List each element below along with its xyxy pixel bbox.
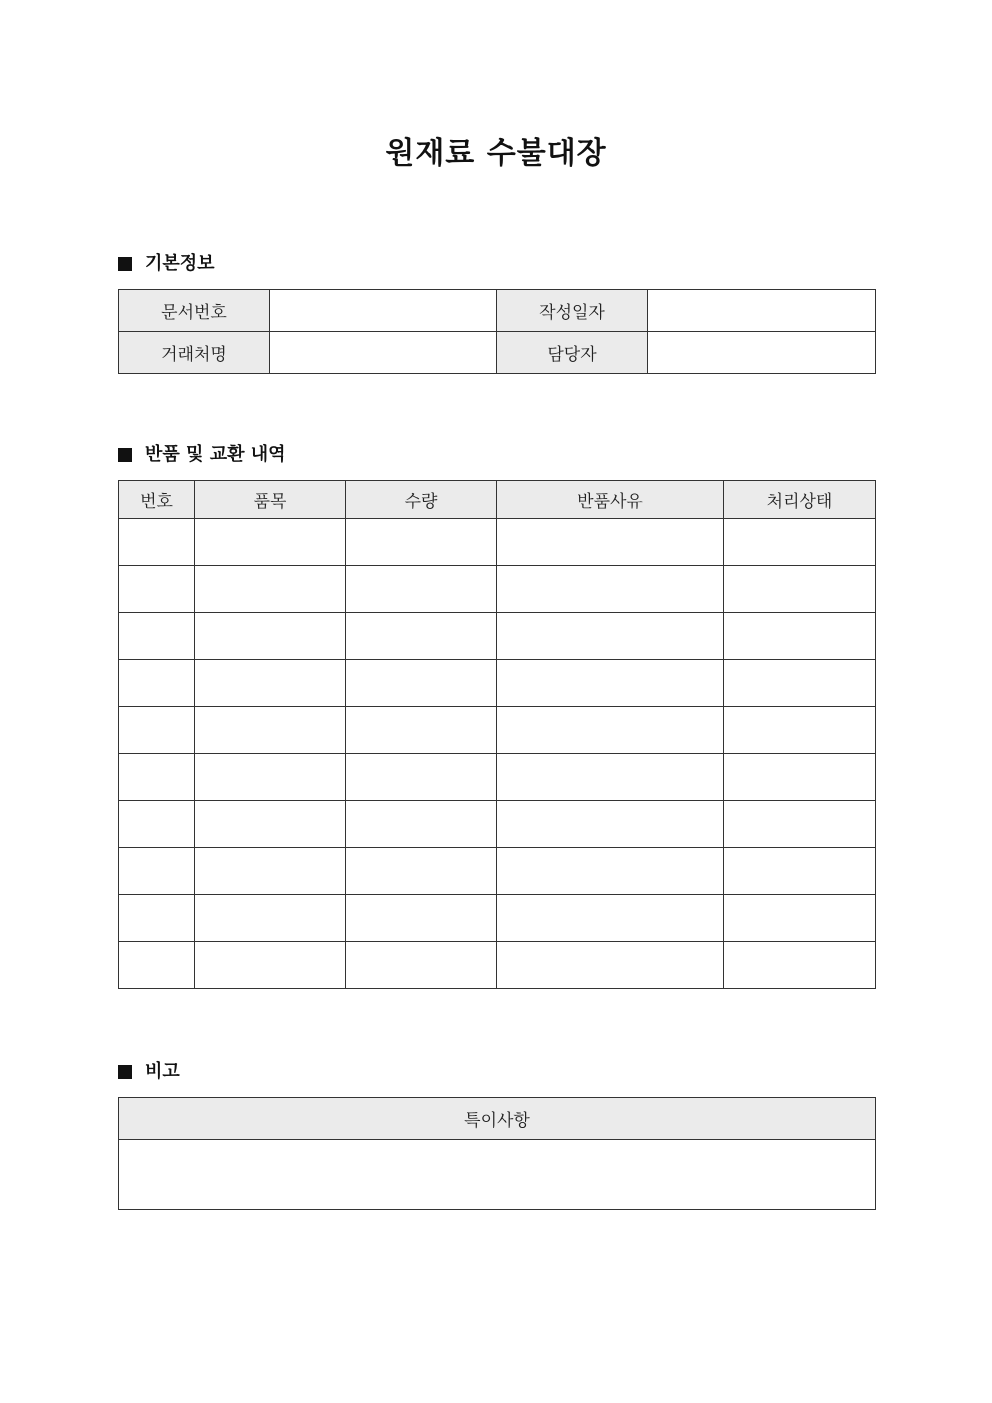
item-cell[interactable] bbox=[195, 848, 346, 895]
remarks-header-row bbox=[119, 1098, 876, 1140]
status-cell[interactable] bbox=[724, 942, 876, 989]
remarks-body-row bbox=[119, 1140, 876, 1210]
black-square-icon bbox=[118, 257, 132, 271]
status-cell[interactable] bbox=[724, 566, 876, 613]
write-date-field[interactable] bbox=[648, 290, 876, 332]
table-row bbox=[119, 895, 876, 942]
item-cell[interactable] bbox=[195, 660, 346, 707]
manager-field[interactable] bbox=[648, 332, 876, 374]
table-row bbox=[119, 519, 876, 566]
section-heading-basic-info bbox=[118, 252, 215, 276]
column-header-item: 품목 bbox=[195, 481, 346, 519]
basic-info-table bbox=[118, 289, 876, 374]
item-cell[interactable] bbox=[195, 895, 346, 942]
table-row bbox=[119, 942, 876, 989]
black-square-icon bbox=[118, 1065, 132, 1079]
return-reason-cell[interactable] bbox=[497, 519, 724, 566]
item-cell[interactable] bbox=[195, 942, 346, 989]
doc-number-label: 문서번호 bbox=[119, 290, 270, 332]
quantity-cell[interactable] bbox=[346, 895, 497, 942]
number-cell[interactable] bbox=[119, 707, 195, 754]
section-heading-remarks bbox=[118, 1060, 180, 1084]
number-cell[interactable] bbox=[119, 613, 195, 660]
item-cell[interactable] bbox=[195, 613, 346, 660]
item-cell[interactable] bbox=[195, 754, 346, 801]
table-row bbox=[119, 801, 876, 848]
table-row bbox=[119, 848, 876, 895]
return-reason-cell[interactable] bbox=[497, 754, 724, 801]
number-cell[interactable] bbox=[119, 660, 195, 707]
return-reason-cell[interactable] bbox=[497, 895, 724, 942]
write-date-label: 작성일자 bbox=[497, 290, 648, 332]
number-cell[interactable] bbox=[119, 801, 195, 848]
return-reason-cell[interactable] bbox=[497, 660, 724, 707]
special-notes-label: 특이사항 bbox=[119, 1098, 876, 1140]
doc-number-field[interactable] bbox=[270, 290, 497, 332]
basic-info-row bbox=[119, 332, 876, 374]
number-cell[interactable] bbox=[119, 848, 195, 895]
returns-header-row bbox=[119, 481, 876, 519]
status-cell[interactable] bbox=[724, 613, 876, 660]
quantity-cell[interactable] bbox=[346, 707, 497, 754]
section-heading-returns bbox=[118, 443, 286, 467]
client-name-label: 거래처명 bbox=[119, 332, 270, 374]
status-cell[interactable] bbox=[724, 707, 876, 754]
table-row bbox=[119, 613, 876, 660]
basic-info-row bbox=[119, 290, 876, 332]
status-cell[interactable] bbox=[724, 660, 876, 707]
return-reason-cell[interactable] bbox=[497, 942, 724, 989]
quantity-cell[interactable] bbox=[346, 613, 497, 660]
number-cell[interactable] bbox=[119, 942, 195, 989]
section-heading-label: 비고 bbox=[145, 1061, 180, 1082]
table-row bbox=[119, 707, 876, 754]
special-notes-field[interactable] bbox=[119, 1140, 876, 1210]
quantity-cell[interactable] bbox=[346, 942, 497, 989]
status-cell[interactable] bbox=[724, 895, 876, 942]
document-title: 원재료 수불대장 bbox=[385, 136, 607, 171]
quantity-cell[interactable] bbox=[346, 660, 497, 707]
black-square-icon bbox=[118, 448, 132, 462]
quantity-cell[interactable] bbox=[346, 754, 497, 801]
table-row bbox=[119, 754, 876, 801]
column-header-status: 처리상태 bbox=[724, 481, 876, 519]
status-cell[interactable] bbox=[724, 801, 876, 848]
table-row bbox=[119, 566, 876, 613]
table-row bbox=[119, 660, 876, 707]
returns-table-body bbox=[119, 519, 876, 989]
return-reason-cell[interactable] bbox=[497, 613, 724, 660]
return-reason-cell[interactable] bbox=[497, 707, 724, 754]
returns-table bbox=[118, 480, 876, 989]
quantity-cell[interactable] bbox=[346, 848, 497, 895]
column-header-return-reason: 반품사유 bbox=[497, 481, 724, 519]
quantity-cell[interactable] bbox=[346, 566, 497, 613]
item-cell[interactable] bbox=[195, 519, 346, 566]
status-cell[interactable] bbox=[724, 848, 876, 895]
item-cell[interactable] bbox=[195, 801, 346, 848]
quantity-cell[interactable] bbox=[346, 801, 497, 848]
manager-label: 담당자 bbox=[497, 332, 648, 374]
number-cell[interactable] bbox=[119, 754, 195, 801]
quantity-cell[interactable] bbox=[346, 519, 497, 566]
client-name-field[interactable] bbox=[270, 332, 497, 374]
status-cell[interactable] bbox=[724, 519, 876, 566]
return-reason-cell[interactable] bbox=[497, 848, 724, 895]
section-heading-label: 기본정보 bbox=[145, 253, 215, 274]
section-heading-label: 반품 및 교환 내역 bbox=[145, 444, 286, 465]
item-cell[interactable] bbox=[195, 566, 346, 613]
return-reason-cell[interactable] bbox=[497, 566, 724, 613]
item-cell[interactable] bbox=[195, 707, 346, 754]
number-cell[interactable] bbox=[119, 895, 195, 942]
status-cell[interactable] bbox=[724, 754, 876, 801]
return-reason-cell[interactable] bbox=[497, 801, 724, 848]
remarks-table bbox=[118, 1097, 876, 1210]
number-cell[interactable] bbox=[119, 519, 195, 566]
number-cell[interactable] bbox=[119, 566, 195, 613]
column-header-number: 번호 bbox=[119, 481, 195, 519]
column-header-quantity: 수량 bbox=[346, 481, 497, 519]
